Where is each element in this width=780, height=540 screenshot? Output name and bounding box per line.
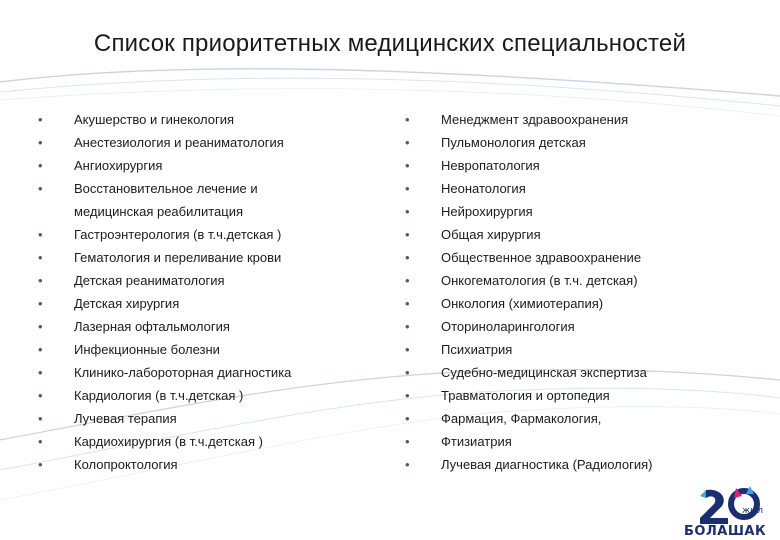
specialty-item bbox=[405, 223, 765, 246]
specialty-label: Лучевая терапия bbox=[74, 411, 177, 426]
specialty-label: Ангиохирургия bbox=[74, 158, 163, 173]
specialty-item bbox=[405, 430, 765, 453]
specialty-label: Невропатология bbox=[441, 158, 540, 173]
specialty-item bbox=[38, 154, 368, 177]
specialty-label: Общая хирургия bbox=[441, 227, 541, 242]
specialty-label: Инфекционные болезни bbox=[74, 342, 220, 357]
specialty-label: Онкогематология (в т.ч. детская) bbox=[441, 273, 638, 288]
specialty-item bbox=[405, 338, 765, 361]
logo-suffix: жыл bbox=[742, 506, 763, 516]
specialty-item bbox=[38, 131, 368, 154]
specialty-item bbox=[38, 269, 368, 292]
specialty-label: Гематология и переливание крови bbox=[74, 250, 282, 265]
specialty-item bbox=[405, 200, 765, 223]
specialty-label: Пульмонология детская bbox=[441, 135, 586, 150]
specialty-item bbox=[38, 223, 368, 246]
specialty-item bbox=[405, 154, 765, 177]
specialty-item bbox=[38, 315, 368, 338]
specialty-item bbox=[405, 177, 765, 200]
specialty-label: Акушерство и гинекология bbox=[74, 112, 235, 127]
specialty-label: Восстановительное лечение и bbox=[74, 181, 258, 196]
specialty-label: Неонатология bbox=[441, 181, 526, 196]
specialty-label: Кардиология (в т.ч.детская ) bbox=[74, 388, 244, 403]
specialty-item bbox=[38, 384, 368, 407]
specialty-item bbox=[405, 246, 765, 269]
specialty-item bbox=[38, 407, 368, 430]
specialty-item bbox=[405, 269, 765, 292]
specialty-label: Детская хирургия bbox=[74, 296, 180, 311]
specialty-label: Детская реаниматология bbox=[74, 273, 225, 288]
left-specialty-list bbox=[38, 108, 368, 476]
specialty-label: Колопроктология bbox=[74, 457, 178, 472]
specialty-label: Психиатрия bbox=[441, 342, 513, 357]
specialty-item bbox=[405, 384, 765, 407]
specialty-label-continued: медицинская реабилитация bbox=[74, 204, 243, 219]
specialty-label: Онкология (химиотерапия) bbox=[441, 296, 604, 311]
specialty-item bbox=[38, 292, 368, 315]
specialty-label: Нейрохирургия bbox=[441, 204, 533, 219]
specialty-item bbox=[38, 361, 368, 384]
specialty-item bbox=[405, 315, 765, 338]
specialty-label: Фармация, Фармакология, bbox=[441, 411, 602, 426]
specialty-label: Травматология и ортопедия bbox=[441, 388, 610, 403]
specialty-label: Судебно-медицинская экспертиза bbox=[441, 365, 647, 380]
specialty-item bbox=[38, 430, 368, 453]
specialty-item bbox=[405, 131, 765, 154]
specialty-item bbox=[38, 108, 368, 131]
logo-word: БОЛАШАК bbox=[684, 524, 767, 539]
right-specialty-list bbox=[405, 108, 765, 476]
specialty-item bbox=[405, 292, 765, 315]
specialty-label: Клинико-лабороторная диагностика bbox=[74, 365, 292, 380]
page-title: Список приоритетных медицинских специальностей bbox=[93, 30, 687, 57]
specialty-item bbox=[38, 177, 368, 223]
specialty-item bbox=[38, 338, 368, 361]
specialty-item bbox=[38, 246, 368, 269]
specialty-item bbox=[38, 453, 368, 476]
specialty-item bbox=[405, 361, 765, 384]
specialty-item bbox=[405, 407, 765, 430]
specialty-label: Оториноларингология bbox=[441, 319, 575, 334]
bolashak-logo bbox=[676, 484, 780, 540]
specialty-label: Лазерная офтальмология bbox=[74, 319, 230, 334]
specialty-label: Гастроэнтерология (в т.ч.детская ) bbox=[74, 227, 282, 242]
specialty-item bbox=[405, 453, 765, 476]
specialty-label: Общественное здравоохранение bbox=[441, 250, 642, 265]
specialty-label: Фтизиатрия bbox=[441, 434, 512, 449]
specialty-label: Менеджмент здравоохранения bbox=[441, 112, 629, 127]
specialty-item bbox=[405, 108, 765, 131]
logo-20-icon bbox=[676, 484, 780, 528]
specialty-label: Анестезиология и реаниматология bbox=[74, 135, 284, 150]
specialty-label: Кардиохирургия (в т.ч.детская ) bbox=[74, 434, 263, 449]
specialty-label: Лучевая диагностика (Радиология) bbox=[441, 457, 653, 472]
